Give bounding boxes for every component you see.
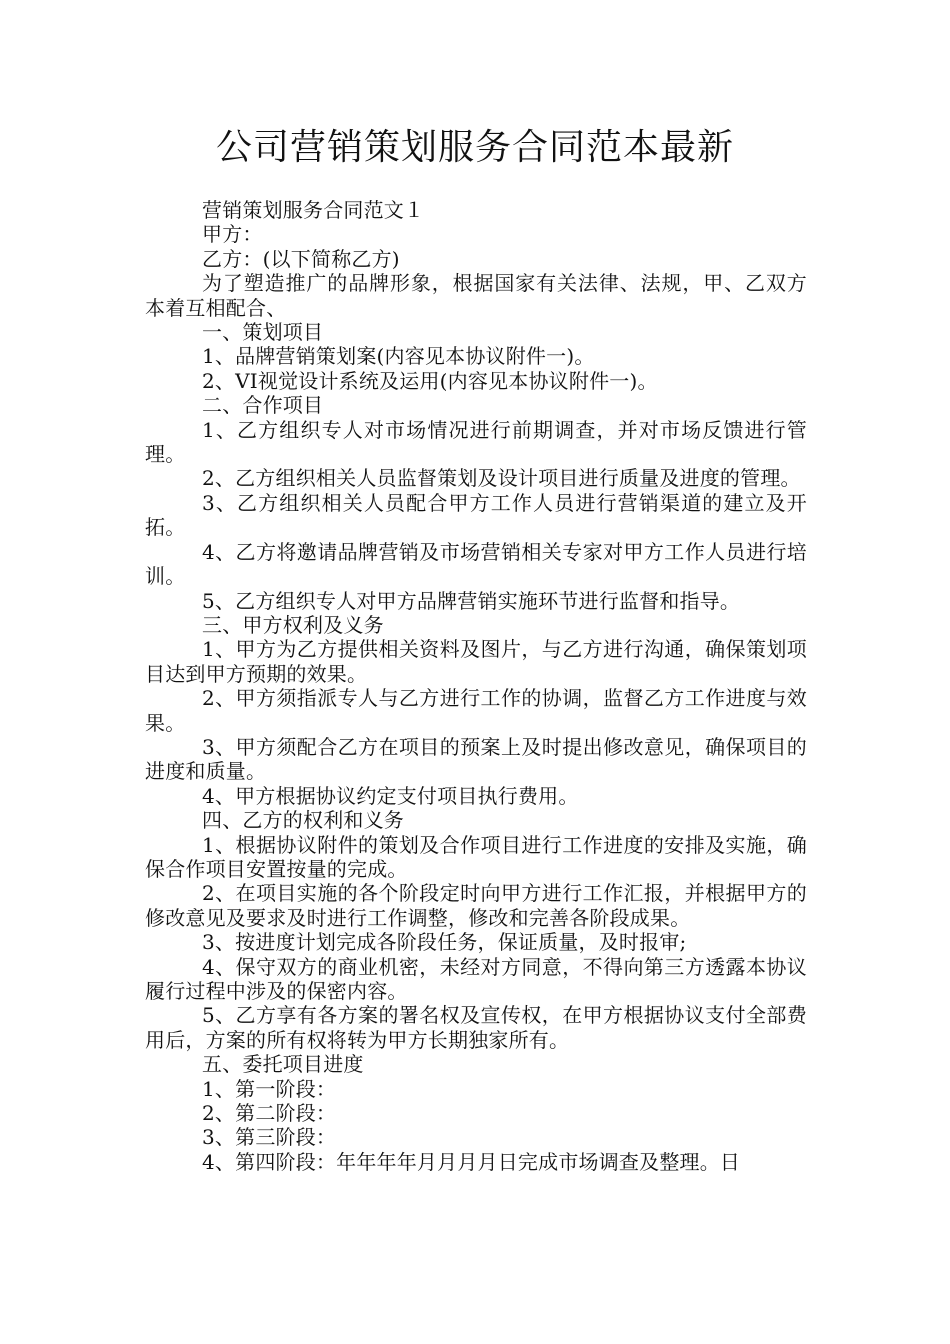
paragraph: 1、甲方为乙方提供相关资料及图片，与乙方进行沟通，确保策划项目达到甲方预期的效果。 <box>145 637 807 686</box>
paragraph: 二、合作项目 <box>202 393 324 418</box>
paragraph: 一、策划项目 <box>202 320 324 345</box>
paragraph: 4、保守双方的商业机密，未经对方同意，不得向第三方透露本协议履行过程中涉及的保密内容。 <box>145 954 807 1003</box>
paragraph: 2、乙方组织相关人员监督策划及设计项目进行质量及进度的管理。 <box>202 466 801 491</box>
paragraph: 2、在项目实施的各个阶段定时向甲方进行工作汇报，并根据甲方的修改意见及要求及时进行工作调整，修改和完善各阶段成果。 <box>145 881 807 930</box>
document-title: 公司营销策划服务合同范本最新 <box>215 127 734 168</box>
paragraph: 3、甲方须配合乙方在项目的预案上及时提出修改意见，确保项目的进度和质量。 <box>145 734 807 784</box>
paragraph: 1、根据协议附件的策划及合作项目进行工作进度的安排及实施，确保合作项目安置按量的完成。 <box>145 832 807 881</box>
paragraph: 4、乙方将邀请品牌营销及市场营销相关专家对甲方工作人员进行培训。 <box>145 539 807 589</box>
paragraph: 为了塑造推广的品牌形象，根据国家有关法律、法规，甲、乙双方本着互相配合、 <box>145 271 807 320</box>
paragraph: 3、乙方组织相关人员配合甲方工作人员进行营销渠道的建立及开拓。 <box>145 490 807 540</box>
paragraph: 5、乙方组织专人对甲方品牌营销实施环节进行监督和指导。 <box>202 588 741 613</box>
paragraph: 1、品牌营销策划案(内容见本协议附件一)。 <box>202 344 595 369</box>
paragraph: 乙方：(以下简称乙方) <box>202 246 400 271</box>
paragraph: 3、按进度计划完成各阶段任务，保证质量，及时报审; <box>202 930 687 955</box>
paragraph: 营销策划服务合同范文１ <box>202 198 425 222</box>
paragraph: 三、甲方权利及义务 <box>202 612 384 637</box>
paragraph: 5、乙方享有各方案的署名权及宣传权，在甲方根据协议支付全部费用后，方案的所有权将转为甲方长期独家所有。 <box>145 1003 807 1052</box>
paragraph: 4、第四阶段：年年年年月月月月日完成市场调查及整理。日 <box>202 1149 741 1174</box>
paragraph: 五、委托项目进度 <box>202 1052 364 1077</box>
paragraph: 四、乙方的权利和义务 <box>202 808 404 833</box>
paragraph: 2、甲方须指派专人与乙方进行工作的协调，监督乙方工作进度与效果。 <box>145 686 807 735</box>
paragraph: 2、第二阶段： <box>202 1101 337 1126</box>
paragraph: 甲方： <box>202 222 263 247</box>
paragraph: 1、乙方组织专人对市场情况进行前期调查，并对市场反馈进行管理。 <box>145 417 807 467</box>
document-body <box>145 198 807 1174</box>
paragraph: 1、第一阶段： <box>202 1076 337 1101</box>
paragraph: 3、第三阶段： <box>202 1125 337 1150</box>
paragraph: 4、甲方根据协议约定支付项目执行费用。 <box>202 783 579 808</box>
paragraph: 2、VI视觉设计系统及运用(内容见本协议附件一)。 <box>202 368 658 393</box>
